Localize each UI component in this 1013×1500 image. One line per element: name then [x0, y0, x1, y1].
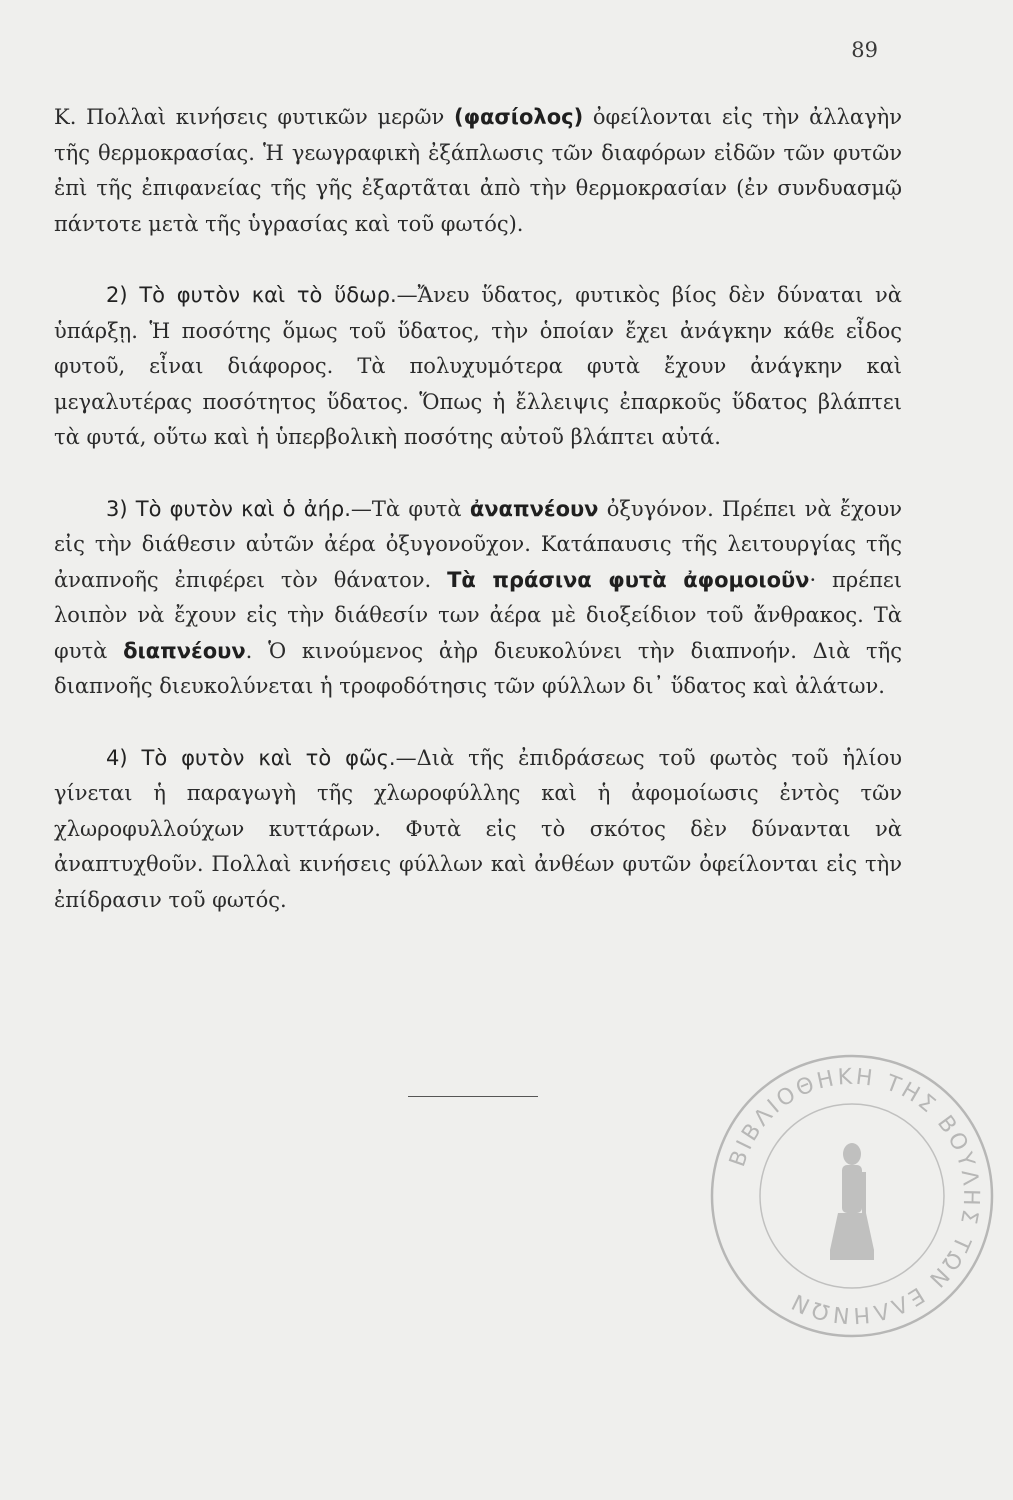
paragraph-text: Κ. Πολλαὶ κινήσεις φυτικῶν μερῶν — [54, 105, 454, 129]
page-number: 89 — [851, 38, 878, 62]
paragraph-text: . Ὁ κινούμενος ἀὴρ διευκολύνει τὴν διαπνοήν. Διὰ τῆς διαπνοῆς διευκολύνεται ἡ τροφοδότησις τῶν φύλλων δι᾽ ὕδατος καὶ ἀλάτων. — [54, 638, 902, 698]
paragraph-text: —Ἄνευ ὕδατος, φυτικὸς βίος δὲν δύναται νὰ ὑπάρξῃ. Ἡ ποσότης ὅμως τοῦ ὕδατος, τὴν ὁποίαν ἔχει ἀνάγκην κάθε εἶδος φυτοῦ, εἶναι διάφορος. Τὰ πολυχυμότερα φυτὰ ἔχουν ἀνάγκην καὶ μεγαλυτέρας ποσότητος ὕδατος. Ὅπως ἡ ἔλλειψις ἐπαρκοῦς ὕδατος βλάπτει τὰ φυτά, οὕτω καὶ ἡ ὑπερβολικὴ ποσότης αὐτοῦ βλάπτει αὐτά. — [54, 283, 902, 449]
bold-term: ἀναπνέουν — [469, 496, 599, 521]
paragraph-text: ὀφείλονται εἰς τὴν ἀλλαγὴν τῆς θερμοκρασίας. Ἡ γεωγραφικὴ ἐξάπλωσις τῶν διαφόρων εἰδῶν τῶν φυτῶν ἐπὶ τῆς ἐπιφανείας τῆς γῆς ἐξαρτᾶται ἀπὸ τὴν θερμοκρασίαν (ἐν συνδυασμῷ πάντοτε μετὰ τῆς ὑγρασίας καὶ τοῦ φωτός). — [54, 105, 902, 236]
section-heading: 3) Τὸ φυτὸν καὶ ὁ ἀήρ. — [106, 496, 351, 521]
bold-term: Τὰ πράσινα φυτὰ ἀφομοιοῦν — [447, 567, 810, 592]
body-text — [54, 100, 902, 918]
paragraph-text: ὀξυγόνον. Πρέπει νὰ ἔχουν εἰς τὴν διάθεσιν αὐτῶν ἀέρα ὀξυγονοῦχον. Κατάπαυσις τῆς λειτουργίας τῆς ἀναπνοῆς ἐπιφέρει τὸν θάνατον. — [54, 496, 902, 592]
section-heading: 4) Τὸ φυτὸν καὶ τὸ φῶς. — [106, 745, 396, 770]
stamp-figure-icon — [830, 1143, 874, 1260]
stamp-inscription: ΒΙΒΛΙΟΘΗΚΗ ΤΗΣ ΒΟΥΛΗΣ ΤΩΝ ΕΛΛΗΝΩΝ — [725, 1064, 984, 1328]
paragraph-temperature — [54, 100, 902, 242]
paragraph-text: —Διὰ τῆς ἐπιδράσεως τοῦ φωτὸς τοῦ ἡλίου γίνεται ἡ παραγωγὴ τῆς χλωροφύλλης καὶ ἡ ἀφομοίωσις ἐντὸς τῶν χλωροφυλλούχων κυττάρων. Φυτὰ εἰς τὸ σκότος δὲν δύνανται νὰ ἀναπτυχθοῦν. Πολλαὶ κινήσεις φύλλων καὶ ἀνθέων φυτῶν ὀφείλονται εἰς τὴν ἐπίδρασιν τοῦ φωτός. — [54, 745, 902, 912]
library-stamp — [706, 1050, 998, 1342]
paragraph-water — [54, 278, 902, 456]
paragraph-text: · πρέπει λοιπὸν νὰ ἔχουν εἰς τὴν διάθεσίν των ἀέρα μὲ διοξείδιον τοῦ ἄνθρακος. Τὰ φυτὰ — [54, 567, 902, 663]
paragraph-air — [54, 492, 902, 705]
bold-term: (φασίολος) — [453, 105, 584, 129]
bold-term: διαπνέουν — [123, 638, 246, 663]
paragraph-light — [54, 741, 902, 919]
section-heading: 2) Τὸ φυτὸν καὶ τὸ ὕδωρ. — [106, 283, 397, 307]
paragraph-text: —Τὰ φυτὰ — [350, 496, 470, 521]
section-divider — [408, 1096, 538, 1097]
